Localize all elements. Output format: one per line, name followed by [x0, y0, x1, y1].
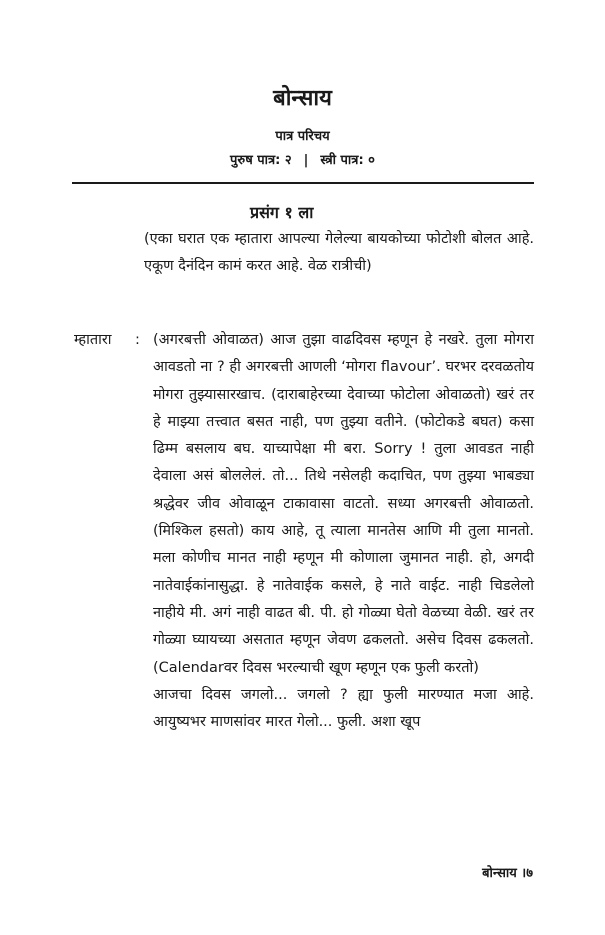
speaker-colon: : [135, 332, 140, 348]
male-cast: पुरुष पात्र: २ [230, 153, 292, 168]
speaker-name: म्हातारा [74, 332, 112, 348]
female-cast: स्त्री पात्र: ० [320, 153, 375, 168]
dialogue-paragraph-2: आजचा दिवस जगलो... जगलो ? ह्या फुली मारण्यात मजा आहे. आयुष्यभर माणसांवर मारत गेलो... फुली. अशा खूप [153, 686, 534, 731]
page-number: ७ [526, 866, 533, 881]
dialogue-block [153, 327, 534, 736]
stage-direction: (एका घरात एक म्हातारा आपल्या गेलेल्या बायकोच्या फोटोशी बोलत आहे. एकूण दैनंदिन कामं करत आहे. वेळ रात्रीची) [144, 231, 534, 275]
page-footer [482, 863, 533, 881]
cast-heading: पात्र परिचय [275, 129, 330, 144]
dialogue-paragraph-1: (अगरबत्ती ओवाळत) आज तुझा वाढदिवस म्हणून हे नखरे. तुला मोगरा आवडतो ना ? ही अगरबत्ती आणली ‘मोगरा flavour’. घरभर दरवळतोय मोगरा तुझ्यासारखाच. (दाराबाहेरच्या देवाच्या फोटोला ओवाळतो) खरं तर हे माझ्या तत्त्वात बसत नाही, पण तुझ्या वतीने. (फोटोकडे बघत) कसा ढिम्म बसलाय बघ. याच्यापेक्षा मी बरा. Sorry ! तुला आवडत नाही देवाला असं बोललेलं. तो... तिथे नसेलही कदाचित, पण तुझ्या भाबड्या श्रद्धेवर जीव ओवाळून टाकावासा वाटतो. सध्या अगरबत्ती ओवाळतो. (मिश्किल हसतो) काय आहे, तू त्याला मानतेस आणि मी तुला मानतो. मला कोणीच मानत नाही म्हणून मी कोणाला जुमानत नाही. हो, अगदी नातेवाईकांनासुद्धा. हे नातेवाईक कसले, हे नाते वाईट. नाही चिडलेलो नाहीये मी. अगं नाही वाढत बी. पी. हो गोळ्या घेतो वेळच्या वेळी. खरं तर गोळ्या घ्यायच्या असतात म्हणून जेवण ढकलतो. असेच दिवस ढकलतो. (Calendarवर दिवस भरल्याची खूण म्हणून एक फुली करतो) [153, 332, 534, 676]
footer-divider: । [521, 866, 527, 881]
page-title: बोन्साय [273, 86, 332, 111]
cast-separator: | [303, 153, 309, 168]
cast-line [0, 150, 605, 168]
running-title: बोन्साय [482, 866, 517, 881]
header-rule [72, 182, 534, 184]
scene-heading: प्रसंग १ ला [250, 203, 314, 222]
